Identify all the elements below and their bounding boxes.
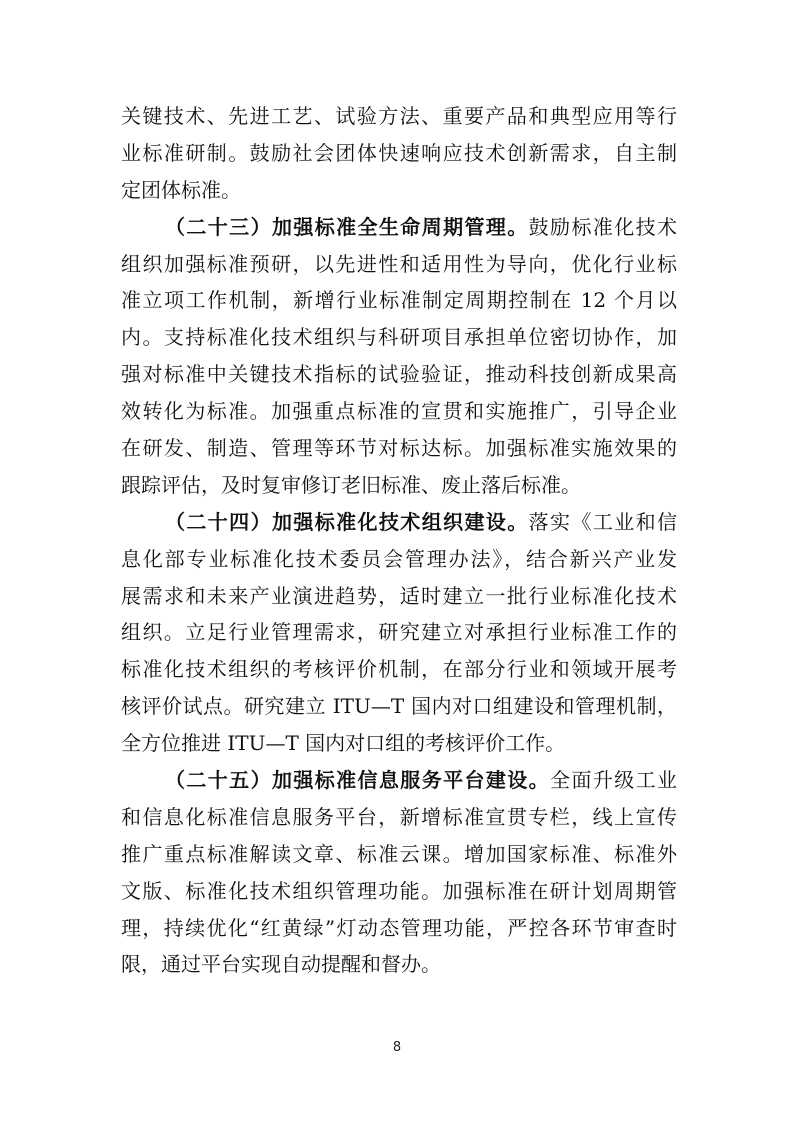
line-text: 核评价试点。研究建立 ITU—T 国内对口组建设和管理机制， — [121, 694, 677, 719]
line-text: 鼓励标准化技术 — [528, 214, 677, 239]
paragraph-line — [121, 356, 677, 393]
paragraph-line — [121, 614, 677, 651]
line-text: 推广重点标准解读文章、标准云课。增加国家标准、标准外 — [121, 841, 677, 866]
paragraph-line — [121, 836, 677, 873]
line-text: 关键技术、先进工艺、试验方法、重要产品和典型应用等行 — [121, 104, 677, 128]
paragraph-line — [121, 282, 677, 319]
line-text: 业标准研制。鼓励社会团体快速响应技术创新需求，自主制 — [121, 140, 677, 165]
paragraph-line — [121, 135, 677, 172]
line-text: 内。支持标准化技术组织与科研项目承担单位密切协作，加 — [121, 325, 677, 350]
paragraph-line — [121, 651, 677, 688]
line-text: 在研发、制造、管理等环节对标达标。加强标准实施效果的 — [121, 436, 677, 461]
paragraph-line — [121, 910, 677, 947]
section-heading: （二十四）加强标准化技术组织建设。 — [165, 509, 529, 534]
paragraph-line — [121, 393, 677, 430]
line-text: 落实《工业和信 — [528, 509, 677, 534]
line-text: 和信息化标准信息服务平台，新增标准宣贯专栏，线上宣传 — [121, 804, 677, 829]
section-heading-line — [121, 762, 677, 799]
paragraph-line — [121, 172, 677, 209]
paragraph-line — [121, 799, 677, 836]
page-number: 8 — [392, 1040, 402, 1055]
line-text: 强对标准中关键技术指标的试验验证，推动科技创新成果高 — [121, 362, 677, 387]
paragraph-line — [121, 98, 677, 135]
line-text: 全面升级工业 — [550, 768, 677, 793]
line-text: 展需求和未来产业演进趋势，适时建立一批行业标准化技术 — [121, 583, 677, 608]
paragraph-line — [121, 578, 677, 615]
section-heading-line — [121, 504, 677, 541]
line-text: 息化部专业标准化技术委员会管理办法》，结合新兴产业发 — [121, 546, 677, 571]
line-text: 标准化技术组织的考核评价机制，在部分行业和领域开展考 — [121, 657, 677, 682]
paragraph-line — [121, 319, 677, 356]
paragraph-line — [121, 725, 677, 762]
paragraph-line — [121, 946, 677, 983]
line-text: 定团体标准。 — [121, 177, 241, 202]
line-text: 限，通过平台实现自动提醒和督办。 — [121, 952, 441, 977]
line-text: 全方位推进 ITU—T 国内对口组的考核评价工作。 — [121, 731, 566, 756]
paragraph-line — [121, 430, 677, 467]
section-heading: （二十三）加强标准全生命周期管理。 — [165, 214, 529, 239]
paragraph-line — [121, 246, 677, 283]
line-text: 理，持续优化“红黄绿”灯动态管理功能，严控各环节审查时 — [121, 915, 677, 940]
line-text: 效转化为标准。加强重点标准的宣贯和实施推广，引导企业 — [121, 399, 677, 424]
line-text: 组织加强标准预研，以先进性和适用性为导向，优化行业标 — [121, 251, 677, 276]
line-text: 文版、标准化技术组织管理功能。加强标准在研计划周期管 — [121, 878, 677, 903]
paragraph-line — [121, 688, 677, 725]
section-heading: （二十五）加强标准信息服务平台建设。 — [165, 768, 551, 793]
line-text: 准立项工作机制，新增行业标准制定周期控制在 12 个月以 — [121, 288, 677, 313]
paragraph-line — [121, 873, 677, 910]
body-text — [121, 98, 677, 983]
section-heading-line — [121, 209, 677, 246]
line-text: 跟踪评估，及时复审修订老旧标准、废止落后标准。 — [121, 472, 581, 497]
line-text: 组织。立足行业管理需求，研究建立对承担行业标准工作的 — [121, 620, 677, 645]
paragraph-line — [121, 541, 677, 578]
paragraph-line — [121, 467, 677, 504]
